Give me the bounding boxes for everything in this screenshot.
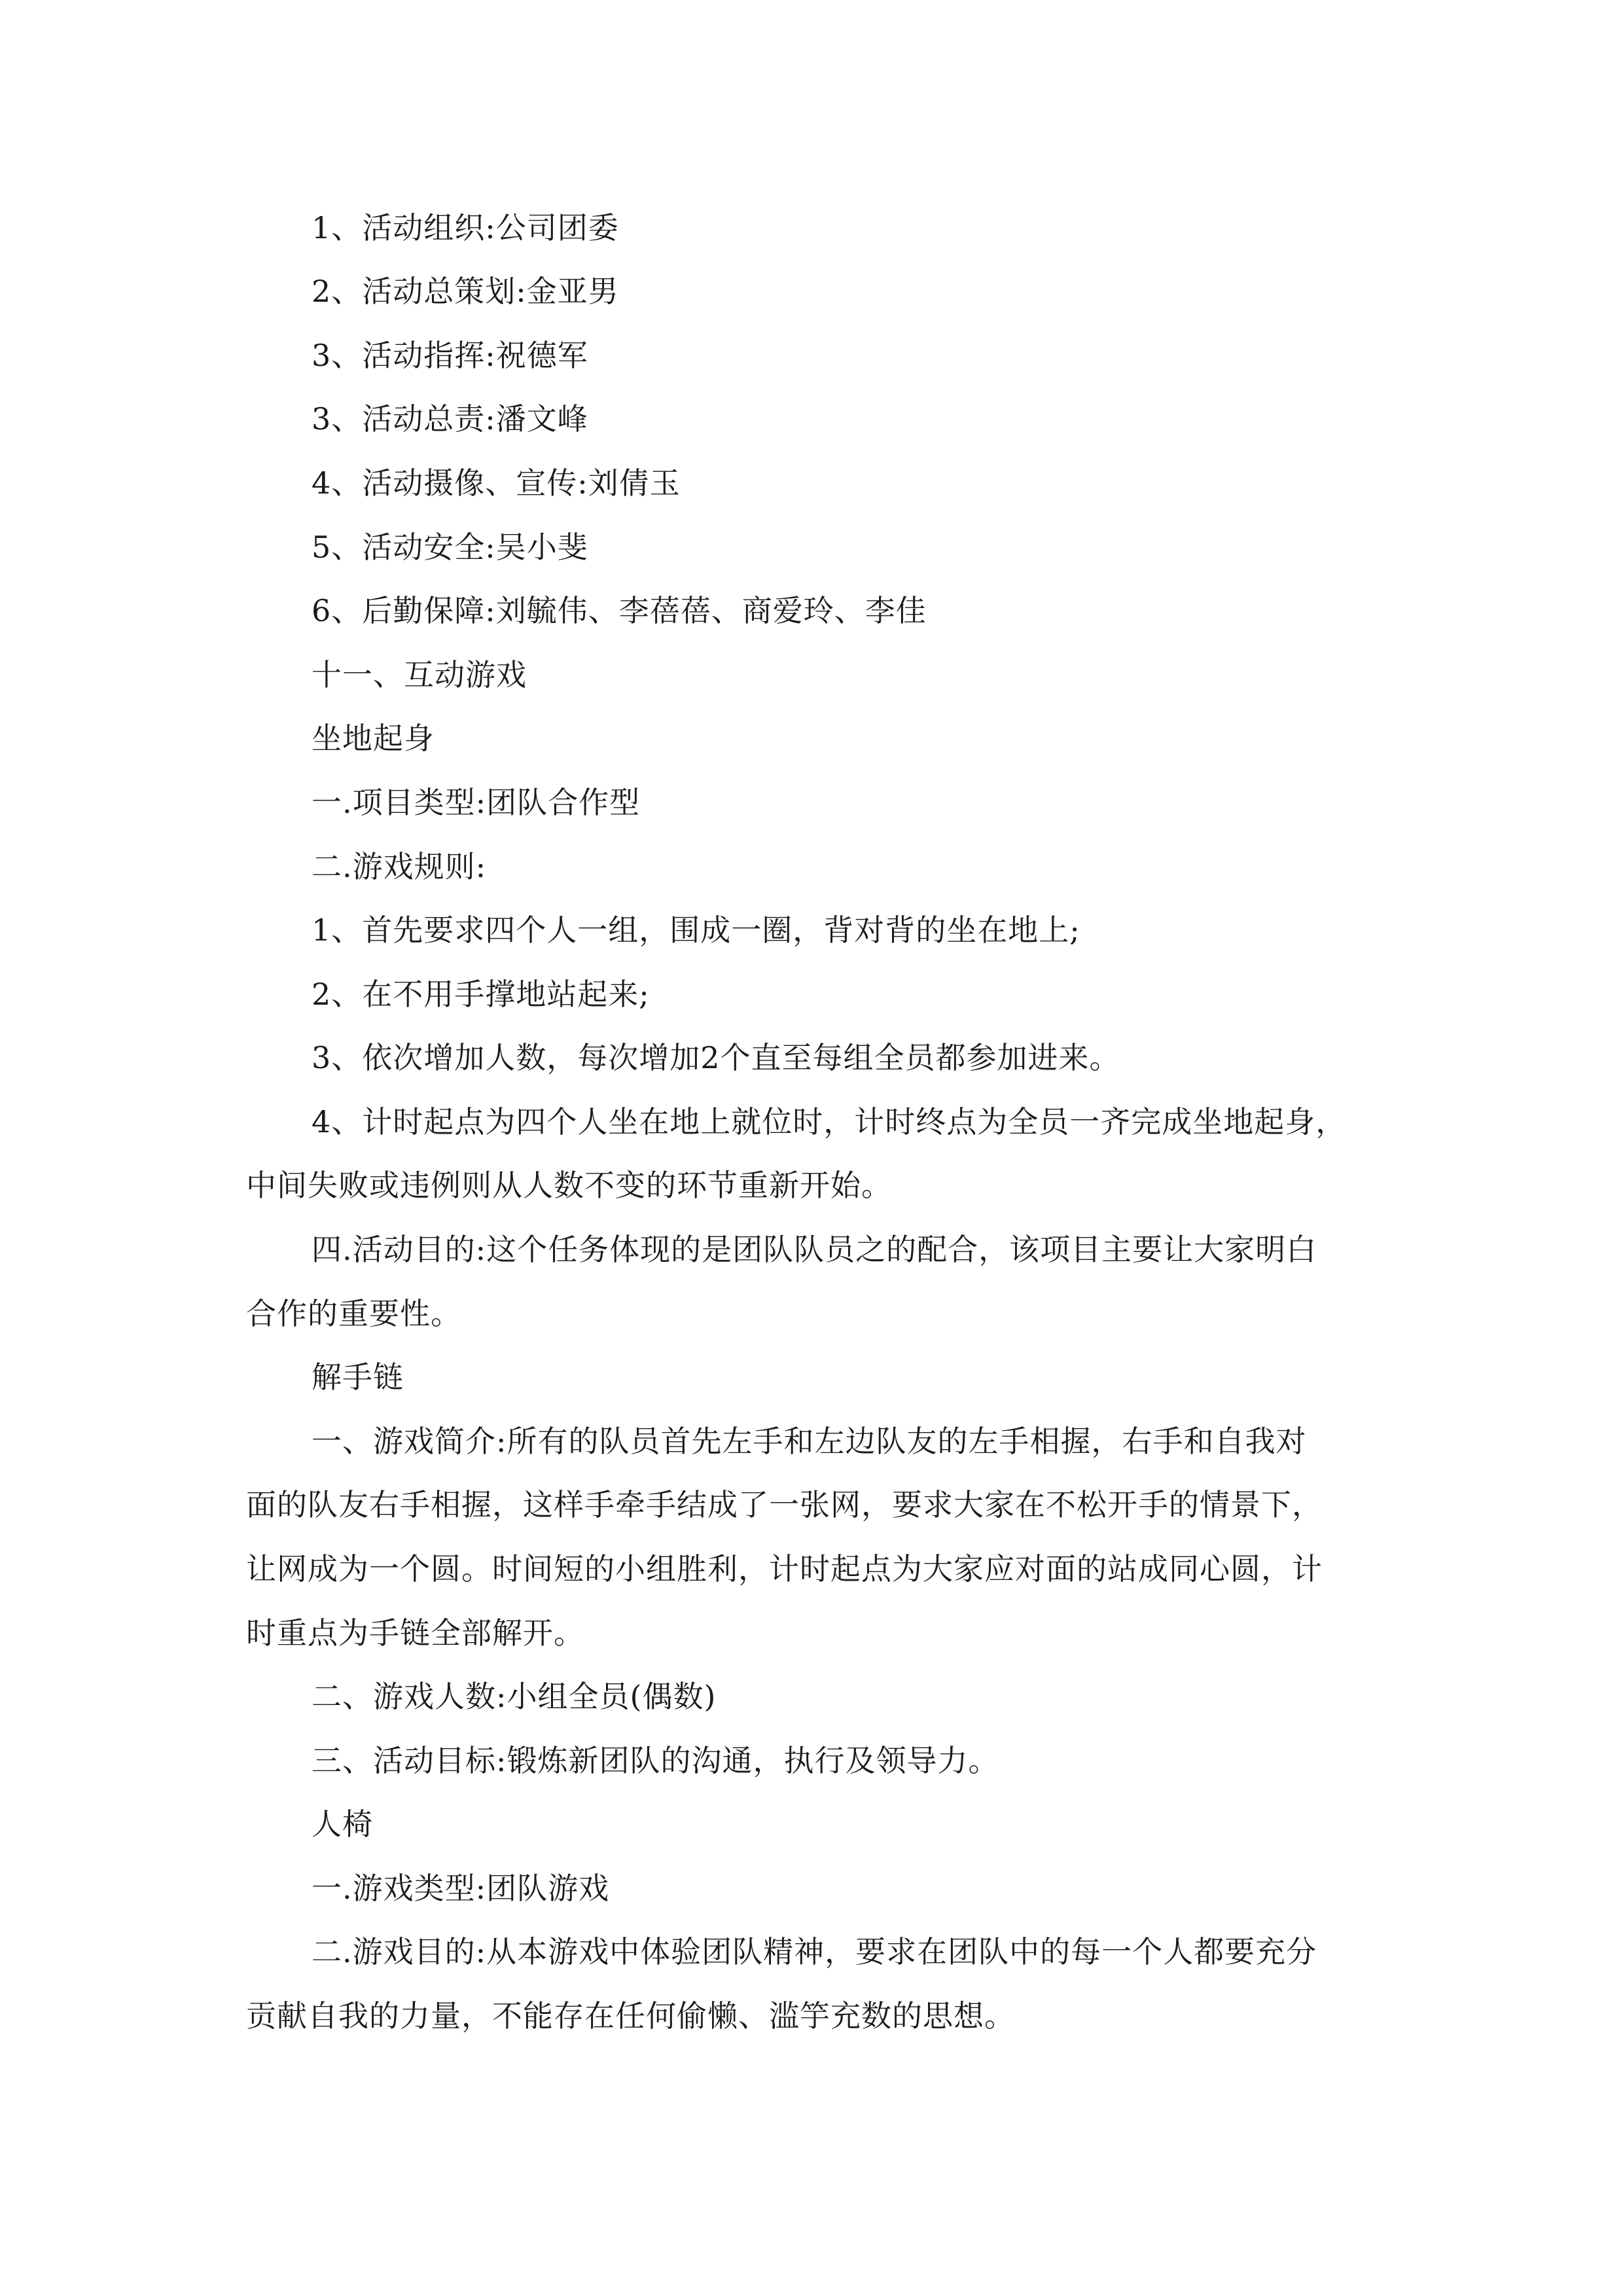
section-heading: 十一、互动游戏 xyxy=(312,657,527,692)
paragraph-line: 5、活动安全:吴小斐 xyxy=(312,529,588,565)
paragraph-line: 二.游戏规则: xyxy=(312,849,487,884)
paragraph-line: 6、后勤保障:刘毓伟、李蓓蓓、商爱玲、李佳 xyxy=(312,593,927,628)
game-title: 解手链 xyxy=(312,1359,404,1395)
paragraph-line: 三、活动目标:锻炼新团队的沟通，执行及领导力。 xyxy=(312,1743,999,1778)
paragraph-line: 二、游戏人数:小组全员(偶数) xyxy=(312,1679,717,1714)
paragraph-line: 3、活动指挥:祝德军 xyxy=(312,338,588,373)
game-title: 人椅 xyxy=(312,1806,373,1842)
paragraph-line: 一、游戏简介:所有的队员首先左手和左边队友的左手相握，右手和自我对 xyxy=(312,1424,1307,1459)
paragraph-continuation: 中间失败或违例则从人数不变的环节重新开始。 xyxy=(246,1168,892,1203)
paragraph-line: 1、活动组织:公司团委 xyxy=(312,210,619,245)
paragraph-line: 3、依次增加人数，每次增加2个直至每组全员都参加进来。 xyxy=(312,1040,1120,1075)
paragraph-line: 2、在不用手撑地站起来; xyxy=(312,977,650,1012)
paragraph-line: 4、活动摄像、宣传:刘倩玉 xyxy=(312,465,681,501)
paragraph-line: 4、计时起点为四个人坐在地上就位时，计时终点为全员一齐完成坐地起身， xyxy=(312,1104,1347,1139)
paragraph-continuation: 面的队友右手相握，这样手牵手结成了一张网，要求大家在不松开手的情景下， xyxy=(246,1487,1323,1522)
paragraph-continuation: 让网成为一个圆。时间短的小组胜利，计时起点为大家应对面的站成同心圆，计 xyxy=(246,1551,1323,1587)
paragraph-line: 四.活动目的:这个任务体现的是团队队员之的配合，该项目主要让大家明白 xyxy=(312,1232,1317,1267)
paragraph-continuation: 合作的重要性。 xyxy=(246,1296,461,1331)
paragraph-continuation: 贡献自我的力量，不能存在任何偷懒、滥竽充数的思想。 xyxy=(246,1998,1015,2034)
game-title: 坐地起身 xyxy=(312,721,435,756)
paragraph-line: 3、活动总责:潘文峰 xyxy=(312,401,588,437)
paragraph-line: 1、首先要求四个人一组，围成一圈，背对背的坐在地上; xyxy=(312,912,1080,948)
paragraph-line: 二.游戏目的:从本游戏中体验团队精神，要求在团队中的每一个人都要充分 xyxy=(312,1934,1317,1969)
paragraph-line: 2、活动总策划:金亚男 xyxy=(312,274,619,309)
paragraph-continuation: 时重点为手链全部解开。 xyxy=(246,1615,584,1651)
paragraph-line: 一.项目类型:团队合作型 xyxy=(312,785,641,820)
paragraph-line: 一.游戏类型:团队游戏 xyxy=(312,1871,610,1906)
